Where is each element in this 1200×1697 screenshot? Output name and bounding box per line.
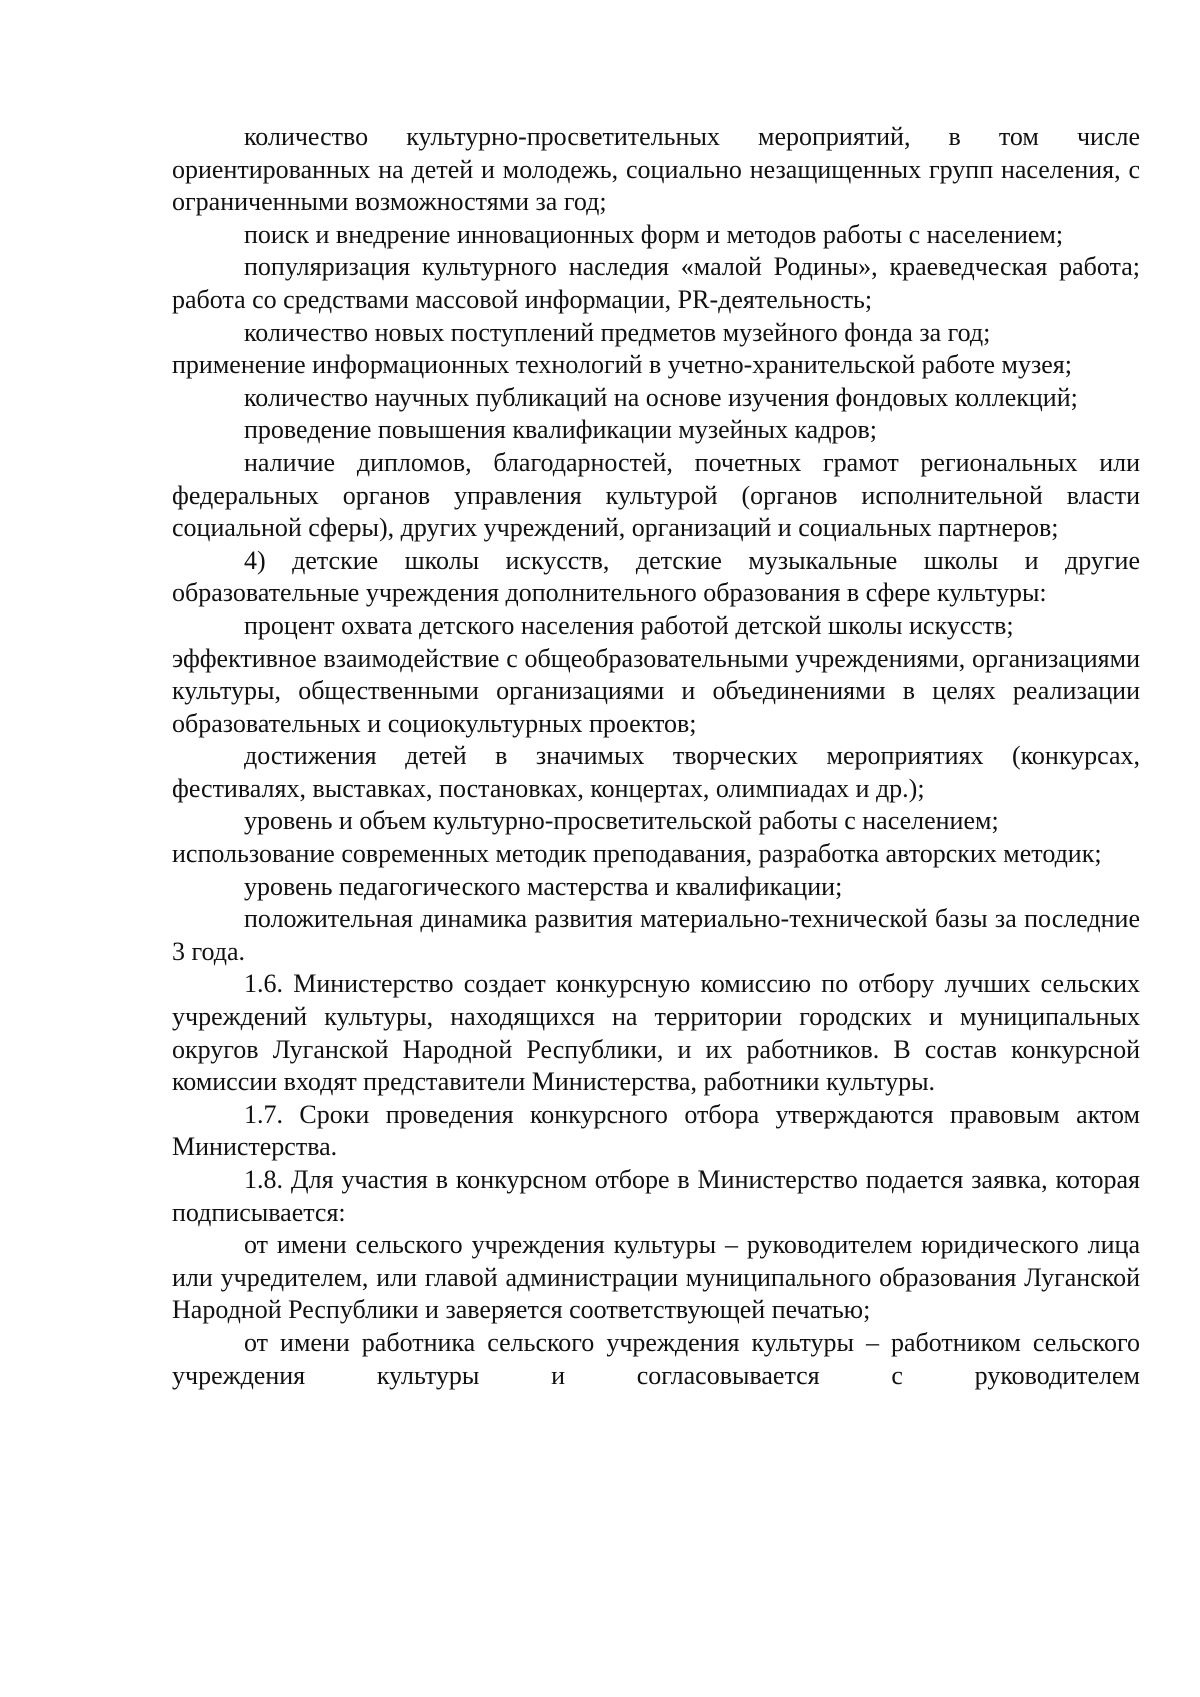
paragraph-art-schools: 4) детские школы искусств, детские музыкальные школы и другие образовательные учреждения дополнительного образования в сфере культуры:	[172, 545, 1140, 608]
paragraph-scientific-publications: количество научных публикаций на основе изучения фондовых коллекций;	[244, 382, 1078, 412]
paragraph-section-1-7: 1.7. Сроки проведения конкурсного отбора утверждаются правовым актом Министерства.	[172, 1099, 1140, 1162]
paragraph-cultural-events: количество культурно-просветительных мероприятий, в том числе ориентированных на детей и молодежь, социально незащищенных групп населения, с ограниченными возможностями за год;	[172, 122, 1140, 217]
paragraph-educational-work-level: уровень и объем культурно-просветительской работы с населением;	[244, 806, 999, 836]
paragraph-effective-interaction: эффективное взаимодействие с общеобразовательными учреждениями, организациями культуры, общественными организациями и объединениями в целях реализации образовательных и социокультурных проектов;	[172, 643, 1140, 738]
paragraph-information-technologies: применение информационных технологий в учетно-хранительской работе музея;	[172, 350, 1072, 380]
paragraph-institution-signatory: от имени сельского учреждения культуры – руководителем юридического лица или учредителем, или главой администрации муниципального образования Луганской Народной Республики и заверяется соответствующей печатью;	[172, 1230, 1140, 1325]
paragraph-material-base: положительная динамика развития материально-технической базы за последние 3 года.	[172, 904, 1140, 966]
paragraph-worker-signatory: от имени работника сельского учреждения культуры – работником сельского учреждения культуры и согласовывается с руководителем	[172, 1327, 1140, 1390]
paragraph-pedagogical-skill: уровень педагогического мастерства и квалификации;	[244, 871, 843, 901]
paragraph-staff-training: проведение повышения квалификации музейных кадров;	[244, 415, 877, 445]
document-body	[172, 121, 1140, 1392]
paragraph-section-1-8: 1.8. Для участия в конкурсном отборе в Министерство подается заявка, которая подписывается:	[172, 1165, 1140, 1227]
paragraph-heritage-popularization: популяризация культурного наследия «малой Родины», краеведческая работа; работа со средствами массовой информации, PR-деятельность;	[172, 252, 1140, 314]
paragraph-innovative-forms: поиск и внедрение инновационных форм и методов работы с населением;	[244, 219, 1064, 249]
paragraph-modern-methods: использование современных методик преподавания, разработка авторских методик;	[172, 839, 1102, 869]
paragraph-new-acquisitions: количество новых поступлений предметов музейного фонда за год;	[244, 317, 991, 347]
paragraph-section-1-6: 1.6. Министерство создает конкурсную комиссию по отбору лучших сельских учреждений культуры, находящихся на территории городских и муниципальных округов Луганской Народной Республики, и их работников. В состав конкурсной комиссии входят представители Министерства, работники культуры.	[172, 969, 1140, 1097]
paragraph-diplomas-awards: наличие дипломов, благодарностей, почетных грамот региональных или федеральных органов управления культурой (органов исполнительной власти социальной сферы), других учреждений, организаций и социальных партнеров;	[172, 447, 1140, 543]
paragraph-coverage-percent: процент охвата детского населения работой детской школы искусств;	[244, 610, 1014, 640]
paragraph-children-achievements: достижения детей в значимых творческих мероприятиях (конкурсах, фестивалях, выставках, постановках, концертах, олимпиадах и др.);	[172, 741, 1140, 803]
